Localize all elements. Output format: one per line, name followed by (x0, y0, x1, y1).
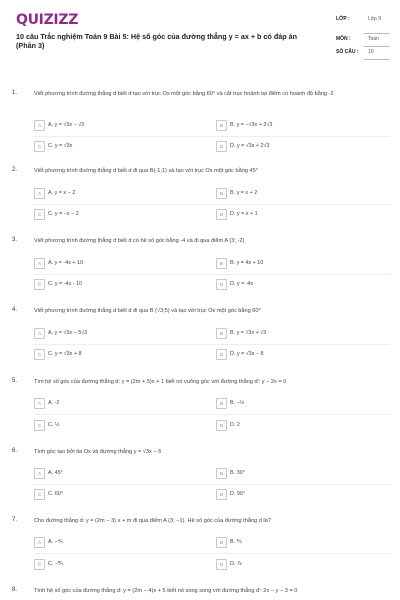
option-a[interactable] (34, 258, 202, 269)
option-b[interactable] (216, 468, 384, 479)
option-text: D. 90° (230, 491, 246, 497)
option-a[interactable] (34, 328, 202, 339)
option-letter-box: B (216, 537, 227, 548)
option-text: C. y = −x − 2 (48, 211, 79, 217)
option-text: D. y = √3x + 2√3 (230, 143, 270, 149)
question-number: 5. (12, 378, 18, 384)
option-divider (34, 274, 390, 275)
option-letter-box: A (34, 258, 45, 269)
option-text: D. 2 (230, 422, 240, 428)
option-d[interactable] (216, 420, 384, 431)
option-letter-box: B (216, 188, 227, 199)
question-number: 7. (12, 517, 18, 523)
option-d[interactable] (216, 141, 384, 152)
option-c[interactable] (34, 420, 202, 431)
question-text: Viết phương trình đường thẳng d biết d có hệ số góc bằng -4 và đi qua điểm A (3; -2) (34, 238, 245, 244)
question-text: Cho đường thẳng d: y = (2m − 3) x + m đi qua điểm A (3; −1). Hệ số góc của đường thẳng d là? (34, 518, 271, 524)
option-a[interactable] (34, 188, 202, 199)
option-b[interactable] (216, 398, 384, 409)
option-letter-box: B (216, 468, 227, 479)
option-a[interactable] (34, 120, 202, 131)
option-text: B. 30° (230, 470, 245, 476)
option-b[interactable] (216, 537, 384, 548)
option-c[interactable] (34, 559, 202, 570)
option-letter-box: B (216, 328, 227, 339)
meta-grade-label: LỚP : (336, 16, 350, 22)
option-divider (34, 553, 390, 554)
question-text: Tính hệ số góc của đường thẳng d: y = (2m − 4)x + 5 biết nó song song với đường thẳng d': 2x − y − 3 = 0 (34, 588, 298, 594)
option-letter-box: A (34, 328, 45, 339)
option-d[interactable] (216, 489, 384, 500)
option-text: C. ½ (48, 422, 60, 428)
option-divider (34, 414, 390, 415)
option-text: B. ⅖ (230, 539, 242, 545)
option-c[interactable] (34, 279, 202, 290)
option-letter-box: A (34, 188, 45, 199)
question-number: 2. (12, 167, 18, 173)
question-text: Viết phương trình đường thẳng d biết d đi qua B(-1;1) và tạo với trục Ox một góc bằng 45° (34, 168, 258, 174)
meta-grade-value: Lớp 9 (368, 16, 382, 22)
option-d[interactable] (216, 279, 384, 290)
option-text: C. y = √3x + 8 (48, 351, 82, 357)
option-text: A. y = √3x − 5√3 (48, 330, 88, 336)
option-d[interactable] (216, 209, 384, 220)
option-letter-box: C (34, 209, 45, 220)
meta-count-line (364, 59, 390, 60)
option-text: B. y = 4x + 10 (230, 260, 264, 266)
option-letter-box: D (216, 489, 227, 500)
option-text: D. y = -4x (230, 281, 254, 287)
option-c[interactable] (34, 141, 202, 152)
option-letter-box: D (216, 349, 227, 360)
question-number: 3. (12, 237, 18, 243)
meta-grade (336, 14, 390, 34)
question-number: 4. (12, 307, 18, 313)
meta-subject-value: Toán (368, 36, 379, 42)
question-text: Viết phương trình đường thẳng d biết d đi qua B (√3;5) và tạo với trục Ox một góc bằng 60° (34, 308, 261, 314)
option-text: B. y = −√3x + 2√3 (230, 122, 273, 128)
option-letter-box: C (34, 420, 45, 431)
option-b[interactable] (216, 258, 384, 269)
option-text: B. y = x + 2 (230, 190, 258, 196)
meta-count (336, 47, 390, 60)
question-number: 8. (12, 587, 18, 593)
option-letter-box: A (34, 398, 45, 409)
option-letter-box: B (216, 120, 227, 131)
option-letter-box: A (34, 120, 45, 131)
worksheet-meta (336, 14, 390, 60)
option-letter-box: B (216, 398, 227, 409)
option-a[interactable] (34, 468, 202, 479)
option-text: C. −⅗ (48, 561, 64, 567)
option-letter-box: C (34, 349, 45, 360)
option-letter-box: C (34, 559, 45, 570)
option-letter-box: D (216, 209, 227, 220)
meta-count-label: SỐ CÂU : (336, 49, 359, 55)
option-text: C. 60° (48, 491, 64, 497)
option-text: A. 45° (48, 470, 63, 476)
option-text: B. −½ (230, 400, 245, 406)
option-a[interactable] (34, 537, 202, 548)
option-text: A. y = -4x + 10 (48, 260, 84, 266)
question-text: Tìm hệ số góc của đường thẳng d: y = (2m + 5)x + 1 biết nó vuông góc với đường thẳng d': y − 2x = 0 (34, 379, 287, 385)
option-text: C. y = -4x - 10 (48, 281, 83, 287)
option-divider (34, 344, 390, 345)
option-b[interactable] (216, 120, 384, 131)
meta-subject-label: MÔN : (336, 36, 351, 42)
option-letter-box: D (216, 279, 227, 290)
option-text: D. ⅞ (230, 561, 242, 567)
option-c[interactable] (34, 349, 202, 360)
option-b[interactable] (216, 328, 384, 339)
option-text: D. y = x + 1 (230, 211, 258, 217)
option-c[interactable] (34, 489, 202, 500)
option-letter-box: D (216, 420, 227, 431)
option-text: A. −⅘ (48, 539, 63, 545)
option-letter-box: A (34, 468, 45, 479)
option-b[interactable] (216, 188, 384, 199)
option-text: A. -2 (48, 400, 60, 406)
worksheet-title: 10 câu Trắc nghiệm Toán 9 Bài 5: Hệ số góc của đường thẳng y = ax + b có đáp án (Phần 3) (16, 32, 297, 50)
option-text: A. y = x − 2 (48, 190, 76, 196)
question-text: Tính góc tạo bởi tia Ox và đường thẳng y = √3x − 6 (34, 449, 162, 455)
question-number: 6. (12, 448, 18, 454)
option-letter-box: B (216, 258, 227, 269)
option-letter-box: D (216, 141, 227, 152)
meta-count-value: 10 (368, 49, 374, 55)
quizizz-logo: QUIZIZZ (16, 12, 79, 28)
question-number: 1. (12, 90, 18, 96)
question-text: Viết phương trình đường thẳng d biết d tạo với trục Ox một góc bằng 60° và cắt trục hoành tại điểm có hoành độ bằng -2 (34, 91, 334, 97)
option-letter-box: C (34, 279, 45, 290)
option-d[interactable] (216, 349, 384, 360)
option-text: D. y = √3x − 8 (230, 351, 264, 357)
option-divider (34, 204, 390, 205)
option-divider (34, 136, 390, 137)
option-letter-box: C (34, 489, 45, 500)
option-divider (34, 484, 390, 485)
option-letter-box: C (34, 141, 45, 152)
option-letter-box: D (216, 559, 227, 570)
option-text: B. y = √3x + √3 (230, 330, 267, 336)
meta-subject (336, 34, 390, 47)
option-text: C. y = √3x (48, 143, 73, 149)
option-letter-box: A (34, 537, 45, 548)
option-a[interactable] (34, 398, 202, 409)
option-d[interactable] (216, 559, 384, 570)
option-c[interactable] (34, 209, 202, 220)
option-text: A. y = √3x − √3 (48, 122, 85, 128)
